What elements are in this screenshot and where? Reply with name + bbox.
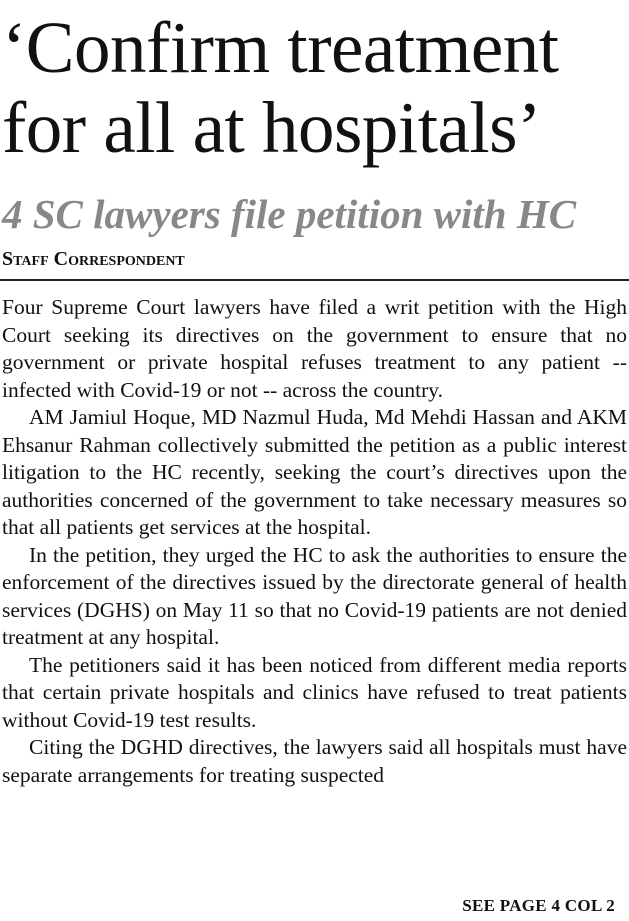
- paragraph: The petitioners said it has been noticed from different media reports that certain private hospitals and clinics have refused to treat patients without Covid-19 test results.: [2, 652, 627, 732]
- paragraph: Four Supreme Court lawyers have filed a writ petition with the High Court seeking its directives on the government to ensure that no government or private hospital refuses treatment to any patient -- infected with Covid-19 or not -- across the country.: [2, 295, 627, 402]
- byline: Staff Correspondent: [2, 248, 185, 270]
- byline-divider: [0, 279, 629, 281]
- subheadline: 4 SC lawyers file petition with HC: [2, 191, 577, 237]
- paragraph: Citing the DGHD directives, the lawyers said all hospitals must have separate arrangements for treating suspected: [2, 735, 627, 787]
- paragraph: In the petition, they urged the HC to ask the authorities to ensure the enforcement of the directives issued by the directorate general of health services (DGHS) on May 11 so that no Covid-19 patients are not denied treatment at any hospital.: [2, 542, 627, 649]
- continued-on-page-note: SEE PAGE 4 COL 2: [462, 896, 615, 915]
- headline: ‘Confirm treatment for all at hospitals’: [2, 7, 559, 168]
- paragraph: AM Jamiul Hoque, MD Nazmul Huda, Md Mehdi Hassan and AKM Ehsanur Rahman collectively submitted the petition as a public interest litigation to the HC recently, seeking the court’s directives upon the authorities concerned of the government to take necessary measures so that all patients get services at the hospital.: [2, 405, 627, 539]
- article-body: [2, 294, 627, 789]
